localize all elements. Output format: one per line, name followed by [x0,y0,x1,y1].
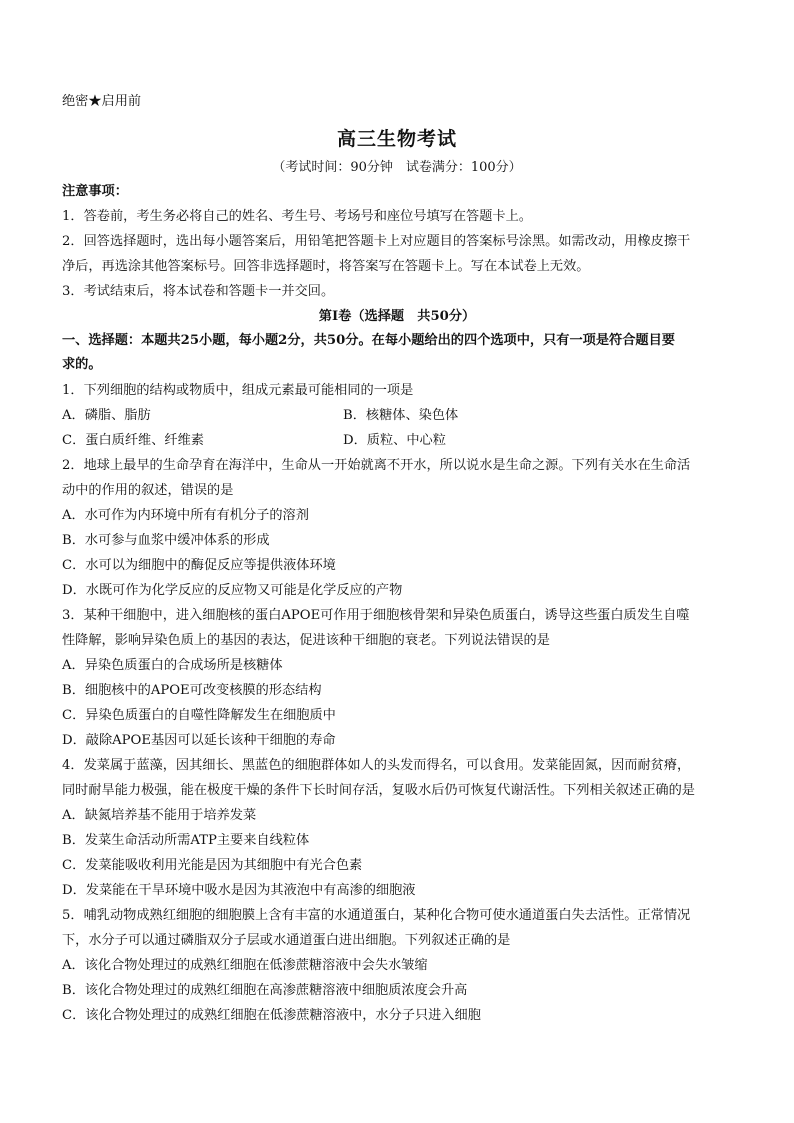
notes-heading: 注意事项： [62,184,128,199]
section-instruction: 一、选择题：本题共25小题，每小题2分，共50分。在每小题给出的四个选项中，只有一项是符合题目要 [62,333,675,348]
option-a: A．磷脂、脂肪 [62,408,151,423]
option-b: B．发菜生命活动所需ATP主要来自线粒体 [62,833,310,848]
option-b: B．水可参与血浆中缓冲体系的形成 [62,533,270,548]
section-heading: 第Ⅰ卷（选择题 共50分） [318,309,476,324]
question-stem: 4．发菜属于蓝藻，因其细长、黑蓝色的细胞群体如人的头发而得名，可以食用。发菜能固氮，因而耐贫瘠， [62,758,691,773]
option-a: A．缺氮培养基不能用于培养发菜 [62,808,257,823]
exam-info: （考试时间：90分钟 试卷满分：100分） [272,160,522,175]
option-c: C．蛋白质纤维、纤维素 [62,433,204,448]
option-a: A．水可作为内环境中所有有机分子的溶剂 [62,508,309,523]
page-title: 高三生物考试 [336,128,457,150]
option-b: B．细胞核中的APOE可改变核膜的形态结构 [62,683,322,698]
option-d: D．发菜能在干旱环境中吸水是因为其液泡中有高渗的细胞液 [62,883,416,898]
option-d: D．水既可作为化学反应的反应物又可能是化学反应的产物 [62,583,403,598]
option-a: A．异染色质蛋白的合成场所是核糖体 [62,658,283,673]
question-stem: 下，水分子可以通过磷脂双分子层或水通道蛋白进出细胞。下列叙述正确的是 [62,933,511,948]
question-stem: 同时耐旱能力极强，能在极度干燥的条件下长时间存活，复吸水后仍可恢复代谢活性。下列相关叙述正确的是 [62,783,695,798]
question-stem: 2．地球上最早的生命孕育在海洋中，生命从一开始就离不开水，所以说水是生命之源。下列有关水在生命活 [62,458,691,473]
question-stem: 动中的作用的叙述，错误的是 [62,483,234,498]
option-d: D．质粒、中心粒 [343,433,446,448]
question-stem: 5．哺乳动物成熟红细胞的细胞膜上含有丰富的水通道蛋白，某种化合物可使水通道蛋白失去活性。正常情况 [62,908,691,923]
confidential-label: 绝密★启用前 [62,94,142,109]
option-b: B．核糖体、染色体 [343,408,459,423]
question-stem: 性降解，影响异染色质上的基因的表达，促进该种干细胞的衰老。下列说法错误的是 [62,633,550,648]
question-stem: 3．某种干细胞中，进入细胞核的蛋白APOE可作用于细胞核骨架和异染色质蛋白，诱导这些蛋白质发生自噬 [62,608,690,623]
question-stem: 1．下列细胞的结构或物质中，组成元素最可能相同的一项是 [62,383,414,398]
section-instruction: 求的。 [62,357,102,372]
note-item: 2．回答选择题时，选出每小题答案后，用铅笔把答题卡上对应题目的答案标号涂黑。如需改动，用橡皮擦干 [62,234,691,249]
option-d: D．敲除APOE基因可以延长该种干细胞的寿命 [62,733,336,748]
note-item: 1．答卷前，考生务必将自己的姓名、考生号、考场号和座位号填写在答题卡上。 [62,209,532,224]
option-c: C．发菜能吸收利用光能是因为其细胞中有光合色素 [62,858,363,873]
option-c: C．水可以为细胞中的酶促反应等提供液体环境 [62,558,336,573]
option-c: C．该化合物处理过的成熟红细胞在低渗蔗糖溶液中，水分子只进入细胞 [62,1008,481,1023]
note-item: 3．考试结束后，将本试卷和答题卡一并交回。 [62,284,335,299]
note-item: 净后，再选涂其他答案标号。回答非选择题时，将答案写在答题卡上。写在本试卷上无效。 [62,259,590,274]
option-b: B．该化合物处理过的成熟红细胞在高渗蔗糖溶液中细胞质浓度会升高 [62,983,468,998]
option-a: A．该化合物处理过的成熟红细胞在低渗蔗糖溶液中会失水皱缩 [62,958,428,973]
option-c: C．异染色质蛋白的自噬性降解发生在细胞质中 [62,708,336,723]
